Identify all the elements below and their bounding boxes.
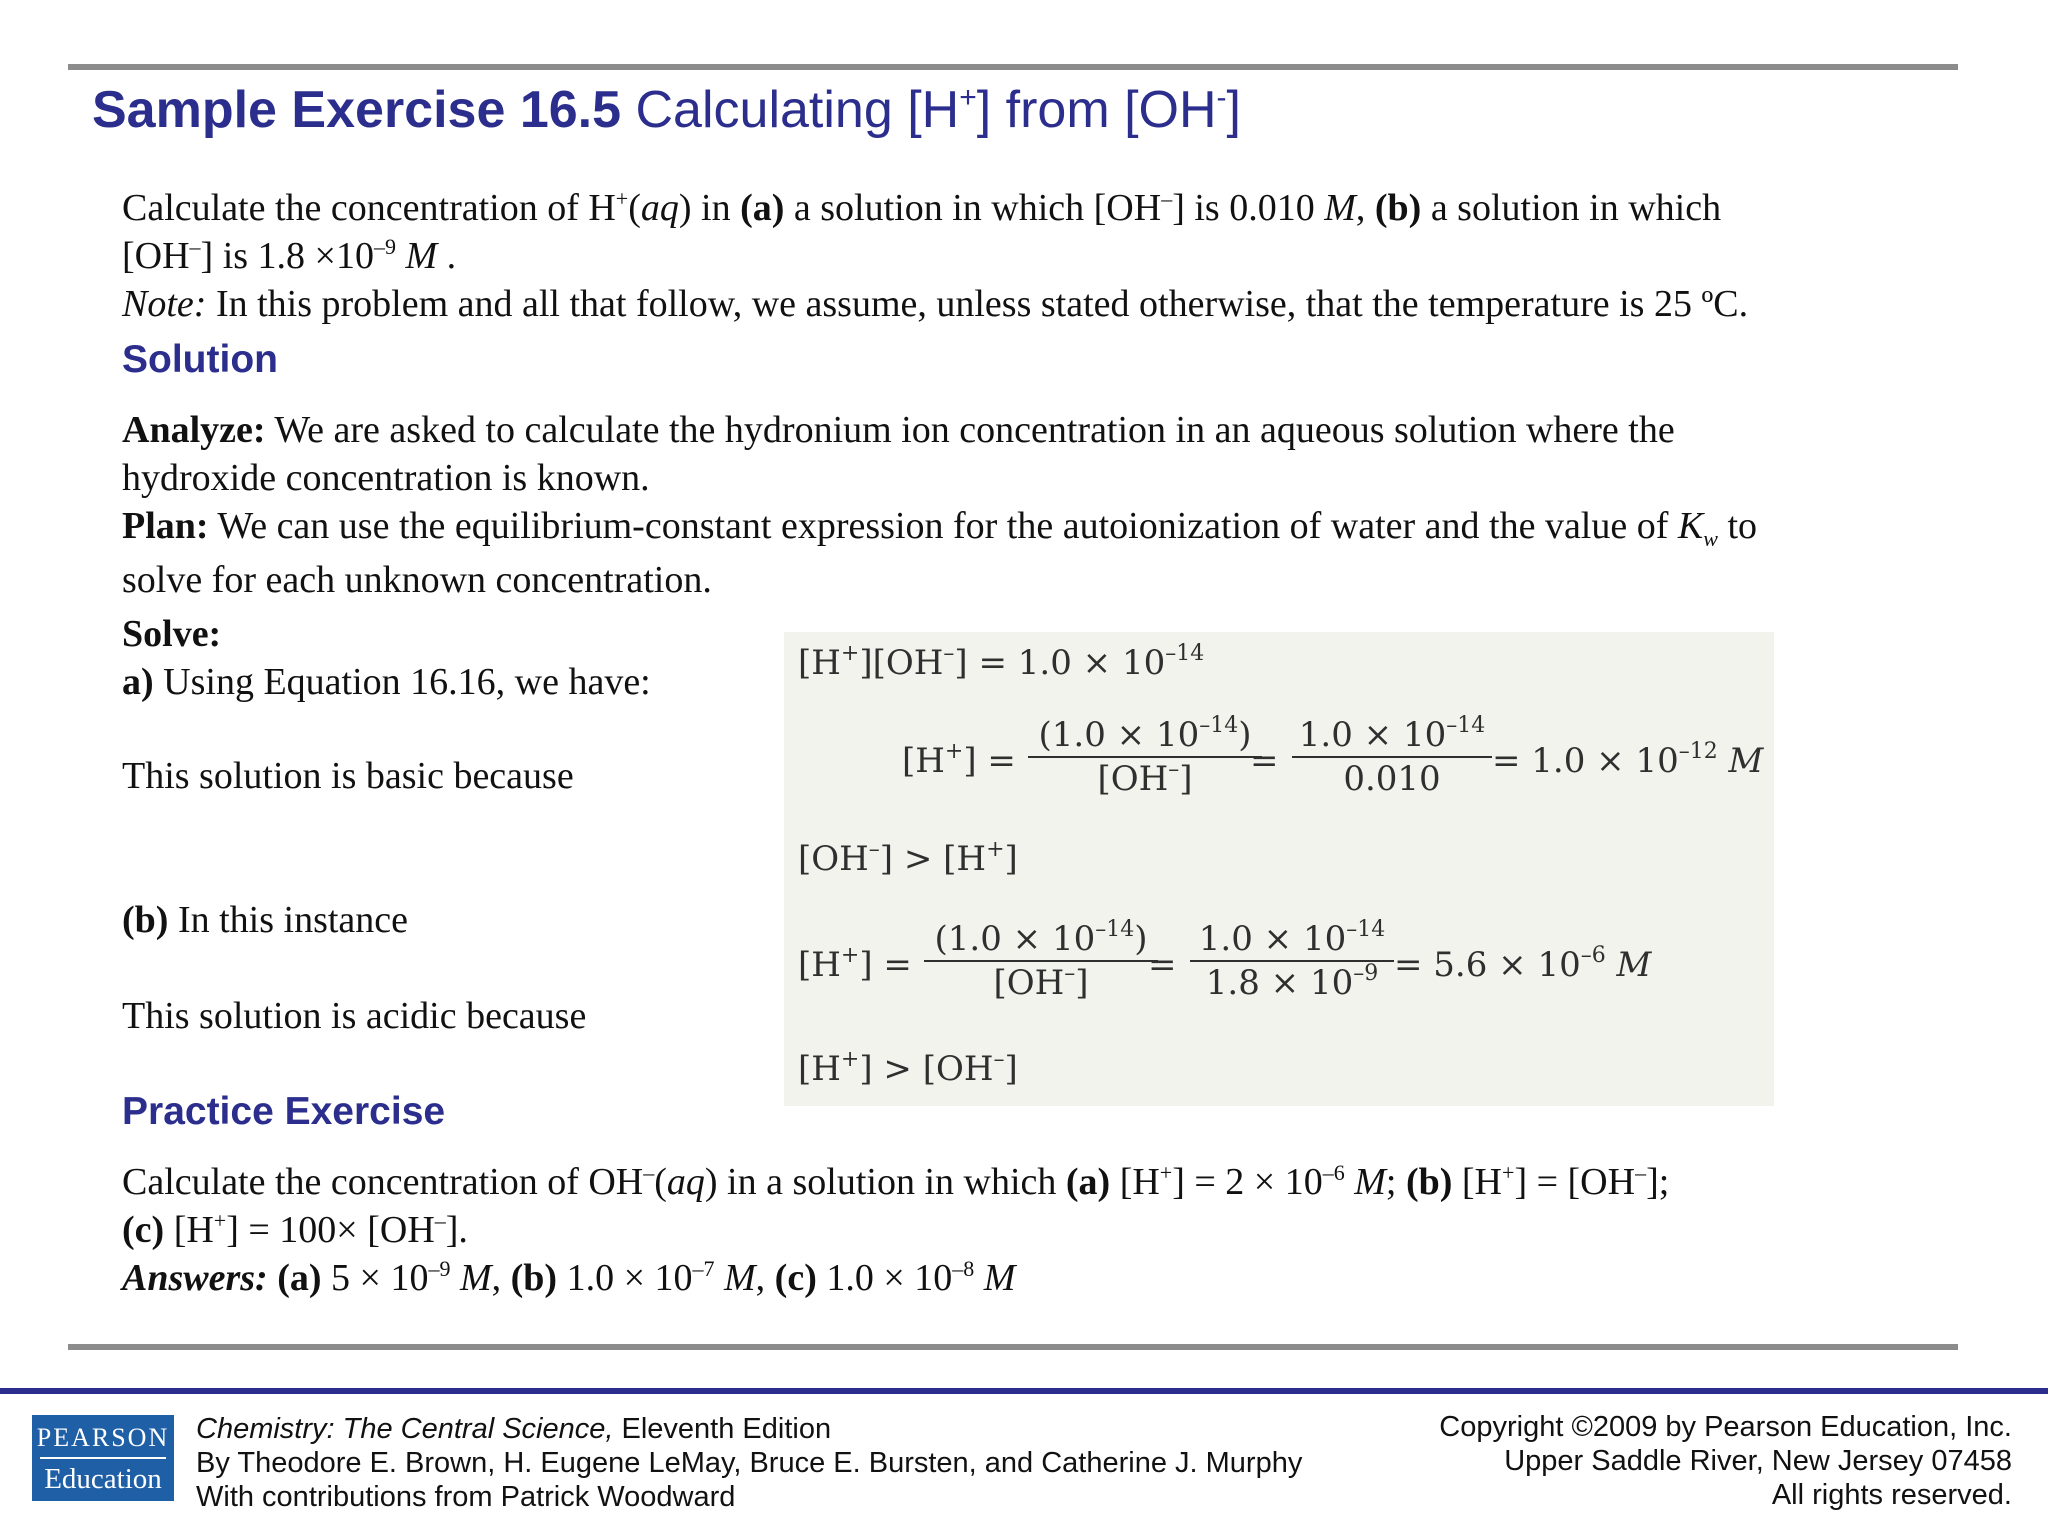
top-rule [68,64,1958,70]
analyze-line-2: hydroxide concentration is known. [122,457,650,499]
plan-line-2: solve for each unknown concentration. [122,559,712,601]
solve-acidic-text: This solution is acidic because [122,995,587,1037]
equation-a-fraction-1: $\frac{(1.0 \times 10^{-14})}{[OH^-]}$ [1028,714,1262,800]
problem-line-2: [OH–] is $1.8 \times 10^{-9}$ M . [122,234,457,277]
equation-kw: $[H^+][OH^-] = 1.0 \times 10^{-14}$ [798,641,1205,683]
solve-basic-text: This solution is basic because [122,755,574,797]
equation-b-equals: = [1148,945,1177,985]
solve-part-b: (b) In this instance [122,899,409,941]
pearson-logo: PEARSON Education [32,1415,174,1501]
footer-contributions: With contributions from Patrick Woodward [196,1481,736,1513]
solve-part-a: a) Using Equation 16.16, we have: [122,661,651,703]
solution-heading: Solution [122,338,278,381]
footer-address: Upper Saddle River, New Jersey 07458 [1504,1445,2012,1477]
equation-a-lhs: [H+] = [902,739,1016,781]
equation-basic-comparison: [OH–] > [H+] [798,837,1018,879]
solve-label: Solve: [122,613,222,655]
equation-b-fraction-2: $\frac{1.0 \times 10^{-14}}{1.8 \times 10^{-9}}$ [1190,918,1394,1004]
slide-title: Sample Exercise 16.5 Calculating [H+] from [OH-] [92,81,1241,139]
equation-b-result: = $5.6 \times 10^{-6}$ M [1394,943,1652,985]
plan-line-1: Plan: We can use the equilibrium-constant expression for the autoionization of water and the value of $K_w$ to [122,505,1757,551]
analyze-line-1: Analyze: We are asked to calculate the hydronium ion concentration in an aqueous solution where the [122,409,1675,451]
footer-authors: By Theodore E. Brown, H. Eugene LeMay, Bruce E. Bursten, and Catherine J. Murphy [196,1447,1303,1479]
problem-note: Note: In this problem and all that follow, we assume, unless stated otherwise, that the temperature is 25 ºC. [122,283,1749,325]
practice-line-2: (c) [H+] = 100× [OH–]. [122,1208,468,1251]
footer-rights: All rights reserved. [1771,1479,2012,1511]
equation-a-equals: = [1250,741,1279,781]
footer-copyright: Copyright ©2009 by Pearson Education, Inc. [1439,1411,2012,1443]
practice-heading: Practice Exercise [122,1090,446,1133]
equation-b-fraction-1: $\frac{(1.0 \times 10^{-14})}{[OH^-]}$ [924,918,1158,1004]
equation-a-fraction-2: $\frac{1.0 \times 10^{-14}}{0.010}$ [1292,714,1492,800]
equation-panel [784,632,1774,1106]
equation-acidic-comparison: [H+] > [OH–] [798,1047,1018,1089]
equation-b-lhs: [H+] = [798,943,912,985]
problem-line-1: Calculate the concentration of H+(aq) in (a) a solution in which [OH–] is 0.010 M, (b) a solution in which [122,186,1722,229]
equation-a-result: = $1.0 \times 10^{-12}$ M [1492,739,1764,781]
practice-answers: Answers: (a) $5 \times 10^{-9}$ M, (b) $1.0 \times 10^{-7}$ M, (c) $1.0 \times 10^{-8}$ M [122,1256,1016,1299]
footer-bar [0,1388,2048,1394]
bottom-rule [68,1344,1958,1350]
footer-book: Chemistry: The Central Science, Eleventh Edition [196,1413,832,1445]
practice-line-1: Calculate the concentration of OH–(aq) in a solution in which (a) $[H^+] = 2 \times 10^{-6}$ M; (b) [H+] = [OH–]; [122,1160,1670,1203]
